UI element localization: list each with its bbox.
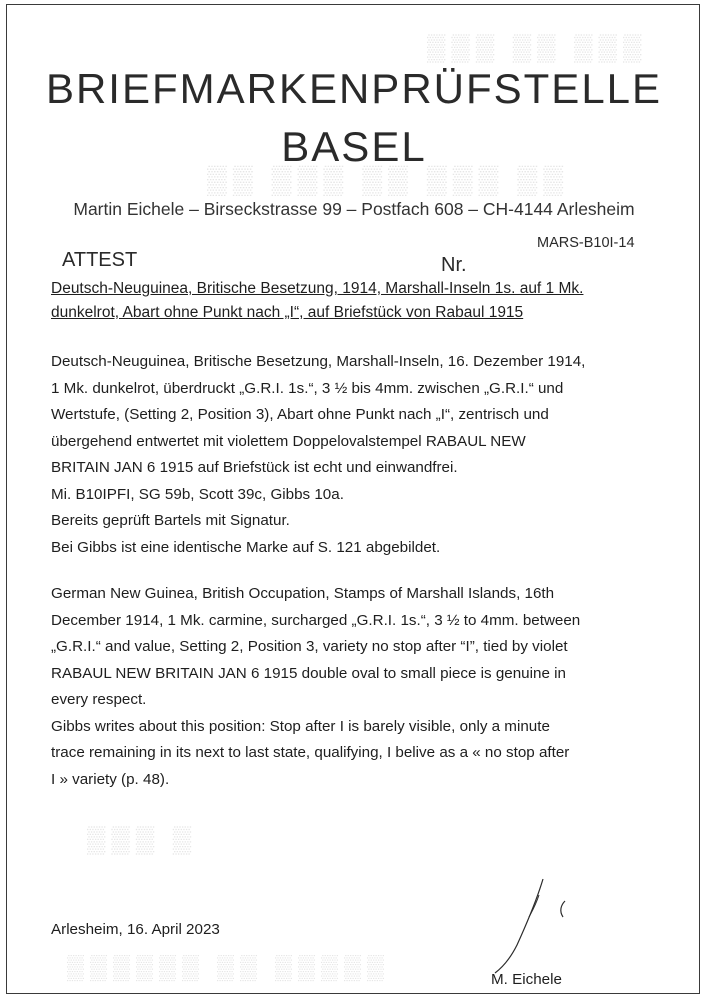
text-line: Deutsch-Neuguinea, Britische Besetzung, Marshall-Inseln, 16. Dezember 1914, [51,353,586,370]
text-line: December 1914, 1 Mk. carmine, surcharged „G.R.I. 1s.“, 3 ½ to 4mm. between [51,611,581,629]
text-line: „G.R.I.“ and value, Setting 2, Position 3, variety no stop after “I”, tied by violet [51,638,568,655]
place-and-date: Arlesheim, 16. April 2023 [51,921,220,938]
signatory-name: M. Eichele [491,971,562,988]
text-line: Wertstufe, (Setting 2, Position 3), Abart ohne Punkt nach „I“, zentrisch und [51,406,549,423]
show-through-texture: ▒▒▒ ▒ [87,825,198,854]
text-line: Bereits geprüft Bartels mit Signatur. [51,512,290,529]
subject-line: dunkelrot, Abart ohne Punkt nach „I“, auf Briefstück von Rabaul 1915 [51,304,524,321]
text-line: Gibbs writes about this position: Stop after I is barely visible, only a minute [51,717,550,735]
certificate-reference: MARS-B10I-14 [537,235,635,251]
institute-city: BASEL [281,123,427,170]
text-line: Bei Gibbs ist eine identische Marke auf S. 121 abgebildet. [51,538,441,556]
attest-label: ATTEST [62,249,138,271]
subject-heading [51,277,691,325]
show-through-texture: ▒▒▒▒▒▒ ▒▒ ▒▒▒▒▒ [67,955,391,981]
text-line: übergehend entwertet mit violettem Doppelovalstempel RABAUL NEW [51,432,526,450]
certificate-page [6,4,700,994]
text-line: BRITAIN JAN 6 1915 auf Briefstück ist echt und einwandfrei. [51,459,458,476]
handwritten-signature [477,865,587,975]
show-through-texture: ▒▒ ▒▒▒ ▒▒ ▒▒▒ ▒▒ [207,165,570,196]
text-line: I » variety (p. 48). [51,770,170,788]
text-line: RABAUL NEW BRITAIN JAN 6 1915 double oval to small piece is genuine in [51,664,566,682]
text-line: Mi. B10IPFI, SG 59b, Scott 39c, Gibbs 10a. [51,485,344,503]
text-line: German New Guinea, British Occupation, Stamps of Marshall Islands, 16th [51,585,555,602]
subject-line: Deutsch-Neuguinea, Britische Besetzung, 1914, Marshall-Inseln 1s. auf 1 Mk. [51,280,584,297]
institute-address: Martin Eichele – Birseckstrasse 99 – Postfach 608 – CH-4144 Arlesheim [73,199,635,219]
number-label: Nr. [441,254,467,276]
show-through-texture: ▒▒▒ ▒▒ ▒▒▒ [427,33,648,62]
english-description [51,581,691,793]
text-line: trace remaining in its next to last state, qualifying, I belive as a « no stop after [51,744,570,761]
text-line: 1 Mk. dunkelrot, überdruckt „G.R.I. 1s.“, 3 ½ bis 4mm. zwischen „G.R.I.“ und [51,379,564,397]
german-description [51,349,691,561]
text-line: every respect. [51,691,147,708]
institute-name: BRIEFMARKENPRÜFSTELLE [45,65,663,112]
